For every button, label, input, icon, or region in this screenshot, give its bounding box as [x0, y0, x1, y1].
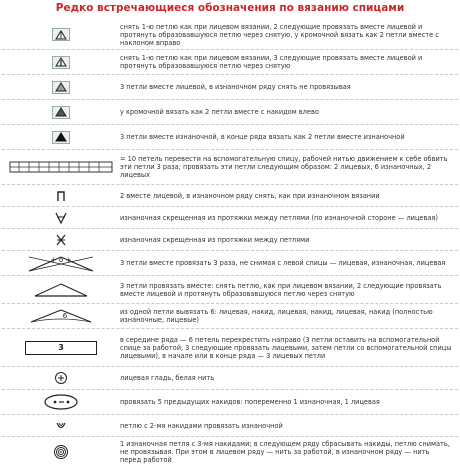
- list-item: [2, 251, 458, 276]
- list-item: [2, 390, 458, 415]
- triangle-line-icon: [52, 56, 70, 69]
- symbol-label: 3: [58, 343, 64, 352]
- list-item: [2, 415, 458, 437]
- legend-text: в середине ряда — 6 петель перекрестить направо (3 петли оставить на вспомогательной спице за работой, 3 следующие провязать лицевыми, затем петли со вспомогательной спицы лицевыми), в начале или в конце ряда — 3 лицевых петли: [120, 335, 452, 360]
- plus-circle-icon: [54, 371, 68, 385]
- list-item: [2, 367, 458, 390]
- triangle-solid-icon: [52, 131, 70, 144]
- symbol-label: + o +: [50, 256, 72, 264]
- legend-text: провязать 5 предыдущих накидов: попеременно 1 изнаночная, 1 лицевая: [120, 398, 380, 406]
- legend-text: снять 1-ю петлю как при лицевом вязании, 3 следующие провязать вместе лицевой и протянуть образовавшуюся петлю через снятую: [120, 54, 423, 70]
- legend-text: 3 петли провязать вместе: снять петлю, как при лицевом вязании, 2 следующие провязать вместе лицевой и протянуть образовавшуюся петлю через снятую: [120, 281, 442, 298]
- triangle-solid-small-icon: [52, 106, 70, 119]
- list-item: [2, 437, 458, 467]
- list-item: [2, 229, 458, 251]
- list-item: [2, 185, 458, 207]
- cable-bar-icon: [9, 160, 113, 174]
- legend-text: 1 изнаночная петля с 3-мя накидами; в следующем ряду сбрасывать накиды, петлю снимать, не провязывая. При этом в лицевом ряду — нить за работой, в изнаночном ряду — нить перед работой: [120, 440, 450, 464]
- fan-triangle-icon: [31, 281, 91, 299]
- legend-text: 3 петли вместе лицевой, в изнаночном ряду снять не провязывая: [120, 83, 351, 91]
- legend-text: петлю с 2-мя накидами провязать изнаночной: [120, 421, 283, 430]
- list-item: [2, 125, 458, 150]
- page-title: Редко встречающиеся обозначения по вязанию спицами: [55, 2, 405, 14]
- legend-text: у кромочной вязать как 2 петли вместе с накидом влево: [120, 108, 319, 116]
- spiral-icon: [53, 444, 69, 460]
- legend-text: 3 петли вместе изнаночной, в конце ряда вязать как 2 петли вместе изнаночной: [120, 133, 405, 141]
- legend-text: снять 1-ю петлю как при лицевом вязании, 2 следующие провязать вместе лицевой и протянуть образовавшуюся петлю через снятую, у кромочной вязать как 2 петли вместе с наклоном вправо: [120, 22, 439, 47]
- fan-six-icon: [26, 306, 96, 326]
- legend-text: из одной петли вывязать 6: лицевая, накид, лицевая, накид, лицевая, накид (полностью изнаночные, лицевые): [120, 308, 433, 324]
- numbered-box-icon: [25, 341, 97, 355]
- legend-text: изнаночная скрещенная из протяжки между петлями (по изнаночной стороне — лицевая): [120, 213, 438, 222]
- list-item: [2, 100, 458, 125]
- legend-list: [2, 20, 458, 467]
- list-item: [2, 50, 458, 75]
- symbol-label: 6: [62, 312, 68, 320]
- legend-text: 2 вместе лицевой, в изнаночном ряду снять, как при изнаночном вязании: [120, 191, 380, 200]
- list-item: [2, 329, 458, 367]
- legend-text: = 10 петель перевести на вспомогательную спицу, рабочей нитью движением к себе обвить эти петли 3 раза; провязать эти петли следующим образом: 2 лицевых, 6 изнаночных, 2 лицевых: [120, 155, 448, 179]
- list-item: [2, 20, 458, 50]
- cross-three-icon: [26, 253, 96, 273]
- legend-text: лицевая гладь, белая нить: [120, 374, 215, 382]
- list-item: [2, 75, 458, 100]
- triangle-hatched-icon: [52, 81, 70, 94]
- list-item: [2, 207, 458, 229]
- legend-text: 3 петли вместе провязать 3 раза, не снимая с левой спицы — лицевая, изнаночная, лицевая: [120, 259, 446, 267]
- legend-text: изнаночная скрещенная из протяжки между петлями: [120, 235, 310, 244]
- list-item: [2, 150, 458, 185]
- list-item: [2, 304, 458, 329]
- crossed-x-icon: [54, 233, 68, 247]
- double-loop-icon: [54, 419, 68, 433]
- list-item: [2, 276, 458, 304]
- crossed-v-icon: [54, 211, 68, 225]
- triangle-line-icon: [52, 28, 70, 41]
- oval-dots-icon: [43, 393, 79, 411]
- bracket-icon: [55, 190, 67, 202]
